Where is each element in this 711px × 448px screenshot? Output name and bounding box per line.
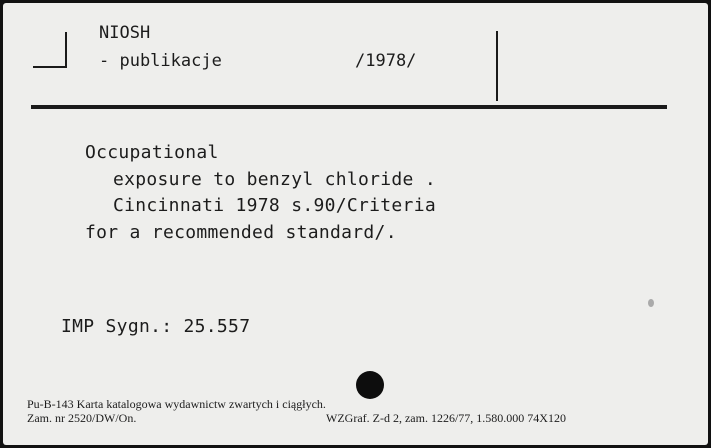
footer-order-left: Zam. nr 2520/DW/On.	[27, 411, 137, 425]
footer-line-1: Pu-B-143 Karta katalogowa wydawnictw zwartych i ciągłych.	[27, 397, 326, 411]
entry-line-4: for a recommended standard/.	[85, 222, 397, 243]
call-number: IMP Sygn.: 25.557	[61, 316, 251, 337]
punch-hole	[356, 371, 384, 399]
header-rule	[31, 105, 667, 109]
heading-year: /1978/	[355, 51, 417, 71]
entry-line-3: Cincinnati 1978 s.90/Criteria	[113, 195, 436, 216]
header-divider	[496, 31, 498, 101]
catalog-card	[3, 3, 708, 445]
heading-series: - publikacje	[99, 51, 222, 71]
heading-author: NIOSH	[99, 23, 151, 43]
tab-mark-horizontal	[33, 66, 67, 68]
tab-mark-vertical	[65, 32, 67, 68]
entry-line-2: exposure to benzyl chloride .	[113, 169, 436, 190]
entry-line-1: Occupational	[85, 142, 219, 163]
speck	[648, 299, 654, 307]
footer-order-right: WZGraf. Z-d 2, zam. 1226/77, 1.580.000 74X120	[326, 411, 566, 425]
